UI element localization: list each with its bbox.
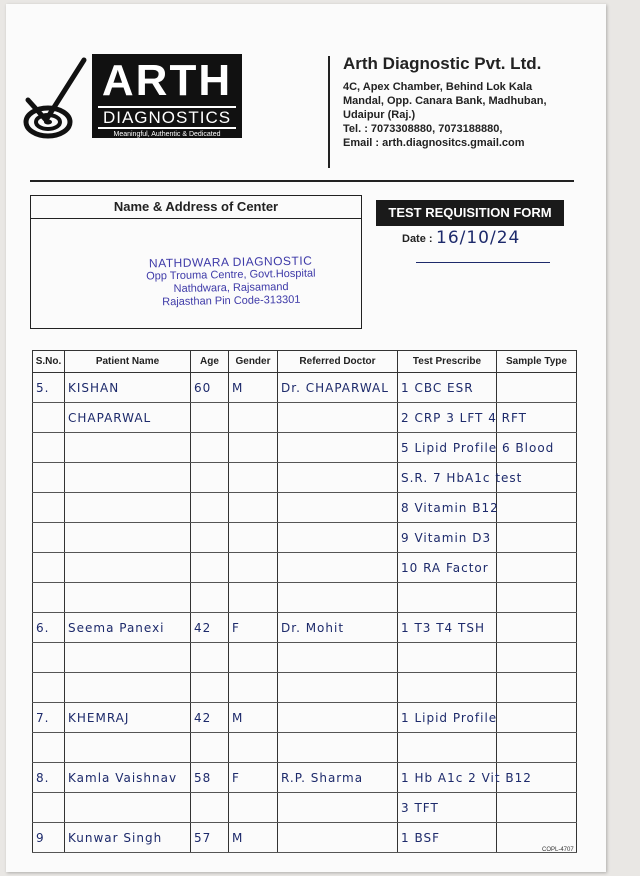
date-underline [416, 262, 550, 263]
cell-patient-name: Kunwar Singh [65, 823, 191, 853]
company-tel: Tel. : 7073308880, 7073188880, [343, 123, 503, 135]
cell-gender: M [229, 823, 278, 853]
cell-gender [229, 553, 278, 583]
cell-gender: F [229, 763, 278, 793]
header-age: Age [191, 351, 229, 373]
cell-referred-doctor [278, 583, 398, 613]
cell-referred-doctor [278, 733, 398, 763]
requisition-form-sheet [6, 4, 606, 872]
cell-sno: 8. [33, 763, 65, 793]
cell-sno [33, 553, 65, 583]
cell-patient-name [65, 643, 191, 673]
cell-sno [33, 643, 65, 673]
cell-test-prescribe: 3 TFT [398, 793, 497, 823]
cell-patient-name [65, 673, 191, 703]
cell-referred-doctor [278, 703, 398, 733]
cell-sample-type [497, 673, 577, 703]
cell-test-prescribe: 10 RA Factor [398, 553, 497, 583]
cell-sno: 9 [33, 823, 65, 853]
header-rule [30, 180, 574, 182]
cell-sample-type [497, 793, 577, 823]
table-row [33, 763, 577, 793]
company-info [343, 54, 547, 150]
address-line-3: Udaipur (Raj.) [343, 109, 416, 121]
cell-test-prescribe: 8 Vitamin B12 [398, 493, 497, 523]
cell-sample-type [497, 703, 577, 733]
cell-patient-name: Seema Panexi [65, 613, 191, 643]
cell-test-prescribe: 1 Lipid Profile [398, 703, 497, 733]
target-check-icon [22, 56, 90, 140]
cell-sno: 5. [33, 373, 65, 403]
cell-sno [33, 583, 65, 613]
date-value: 16/10/24 [436, 228, 521, 248]
table-row [33, 673, 577, 703]
cell-sno [33, 433, 65, 463]
table-row [33, 523, 577, 553]
logo-tagline: Meaningful, Authentic & Dedicated [113, 131, 221, 138]
table-row [33, 733, 577, 763]
cell-referred-doctor [278, 403, 398, 433]
cell-sno: 6. [33, 613, 65, 643]
cell-gender [229, 673, 278, 703]
cell-referred-doctor [278, 643, 398, 673]
header-referred-doctor: Referred Doctor [278, 351, 398, 373]
form-title: TEST REQUISITION FORM [376, 200, 564, 226]
footer-code: COPL-4707 [542, 847, 574, 853]
table-row [33, 613, 577, 643]
cell-sample-type [497, 733, 577, 763]
cell-test-prescribe [398, 733, 497, 763]
address-line-1: 4C, Apex Chamber, Behind Lok Kala [343, 81, 533, 93]
cell-age [191, 643, 229, 673]
cell-referred-doctor [278, 493, 398, 523]
cell-test-prescribe: 9 Vitamin D3 [398, 523, 497, 553]
table-row [33, 493, 577, 523]
cell-test-prescribe [398, 673, 497, 703]
cell-referred-doctor [278, 523, 398, 553]
cell-age: 42 [191, 703, 229, 733]
cell-age: 57 [191, 823, 229, 853]
table-row [33, 403, 577, 433]
stamp-line-1: NATHDWARA DIAGNOSTIC [148, 253, 313, 271]
header-sno: S.No. [33, 351, 65, 373]
cell-referred-doctor [278, 823, 398, 853]
cell-sno [33, 523, 65, 553]
cell-sample-type [497, 613, 577, 643]
date-label: Date : [402, 233, 433, 245]
cell-age: 42 [191, 613, 229, 643]
cell-age: 60 [191, 373, 229, 403]
center-address-box [30, 195, 362, 329]
cell-sample-type [497, 583, 577, 613]
header-sample-type: Sample Type [497, 351, 577, 373]
table-row [33, 553, 577, 583]
center-stamp [131, 254, 332, 309]
cell-test-prescribe [398, 583, 497, 613]
cell-gender [229, 403, 278, 433]
table-row [33, 463, 577, 493]
cell-test-prescribe: 1 BSF [398, 823, 497, 853]
center-heading: Name & Address of Center [31, 196, 361, 219]
cell-test-prescribe: S.R. 7 HbA1c test [398, 463, 497, 493]
stamp-line-3: Nathdwara, Rajsamand [173, 280, 289, 296]
cell-gender [229, 583, 278, 613]
cell-patient-name [65, 523, 191, 553]
cell-patient-name: Kamla Vaishnav [65, 763, 191, 793]
cell-age [191, 793, 229, 823]
cell-age [191, 523, 229, 553]
logo-word: ARTH [101, 56, 233, 105]
cell-age: 58 [191, 763, 229, 793]
cell-sno: 7. [33, 703, 65, 733]
cell-patient-name [65, 733, 191, 763]
cell-age [191, 553, 229, 583]
cell-gender [229, 643, 278, 673]
header-gender: Gender [229, 351, 278, 373]
cell-sample-type [497, 373, 577, 403]
cell-referred-doctor [278, 463, 398, 493]
table-row [33, 583, 577, 613]
cell-sno [33, 733, 65, 763]
cell-patient-name [65, 583, 191, 613]
cell-gender: M [229, 703, 278, 733]
cell-patient-name [65, 493, 191, 523]
table-row [33, 643, 577, 673]
cell-sample-type [497, 553, 577, 583]
cell-gender [229, 433, 278, 463]
cell-referred-doctor: R.P. Sharma [278, 763, 398, 793]
cell-referred-doctor: Dr. CHAPARWAL [278, 373, 398, 403]
cell-sno [33, 463, 65, 493]
cell-sno [33, 673, 65, 703]
table-row [33, 433, 577, 463]
cell-gender [229, 733, 278, 763]
table-row [33, 793, 577, 823]
table-body [33, 373, 577, 853]
cell-test-prescribe: 5 Lipid Profile 6 Blood [398, 433, 497, 463]
table-header-row [33, 351, 577, 373]
cell-referred-doctor [278, 553, 398, 583]
cell-age [191, 583, 229, 613]
cell-test-prescribe: 1 T3 T4 TSH [398, 613, 497, 643]
cell-sample-type [497, 493, 577, 523]
cell-patient-name [65, 433, 191, 463]
cell-sample-type [497, 523, 577, 553]
cell-age [191, 403, 229, 433]
logo-sub: DIAGNOSTICS [98, 106, 236, 129]
company-email: Email : arth.diagnositcs.gmail.com [343, 137, 525, 149]
arth-logo [92, 54, 242, 138]
cell-gender: F [229, 613, 278, 643]
cell-referred-doctor [278, 433, 398, 463]
cell-sno [33, 403, 65, 433]
cell-test-prescribe: 2 CRP 3 LFT 4 RFT [398, 403, 497, 433]
cell-patient-name [65, 793, 191, 823]
cell-referred-doctor: Dr. Mohit [278, 613, 398, 643]
stamp-line-2: Opp Trouma Centre, Govt.Hospital [146, 267, 316, 283]
cell-age [191, 463, 229, 493]
cell-gender [229, 523, 278, 553]
cell-gender [229, 493, 278, 523]
cell-test-prescribe [398, 643, 497, 673]
cell-patient-name: CHAPARWAL [65, 403, 191, 433]
cell-patient-name [65, 553, 191, 583]
cell-age [191, 673, 229, 703]
header-divider [328, 56, 330, 168]
stamp-line-4: Rajasthan Pin Code-313301 [162, 293, 301, 309]
cell-sno [33, 793, 65, 823]
cell-patient-name: KHEMRAJ [65, 703, 191, 733]
header-test-prescribe: Test Prescribe [398, 351, 497, 373]
address-line-2: Mandal, Opp. Canara Bank, Madhuban, [343, 95, 547, 107]
table-row [33, 703, 577, 733]
cell-sample-type [497, 643, 577, 673]
table-row [33, 823, 577, 853]
requisition-table [32, 350, 577, 853]
cell-gender [229, 793, 278, 823]
cell-test-prescribe: 1 CBC ESR [398, 373, 497, 403]
cell-patient-name: KISHAN [65, 373, 191, 403]
cell-gender: M [229, 373, 278, 403]
cell-age [191, 733, 229, 763]
header-patient-name: Patient Name [65, 351, 191, 373]
cell-referred-doctor [278, 793, 398, 823]
cell-gender [229, 463, 278, 493]
cell-test-prescribe: 1 Hb A1c 2 Vit B12 [398, 763, 497, 793]
cell-age [191, 433, 229, 463]
cell-age [191, 493, 229, 523]
company-name: Arth Diagnostic Pvt. Ltd. [343, 54, 542, 73]
cell-sno [33, 493, 65, 523]
cell-referred-doctor [278, 673, 398, 703]
table-row [33, 373, 577, 403]
cell-patient-name [65, 463, 191, 493]
